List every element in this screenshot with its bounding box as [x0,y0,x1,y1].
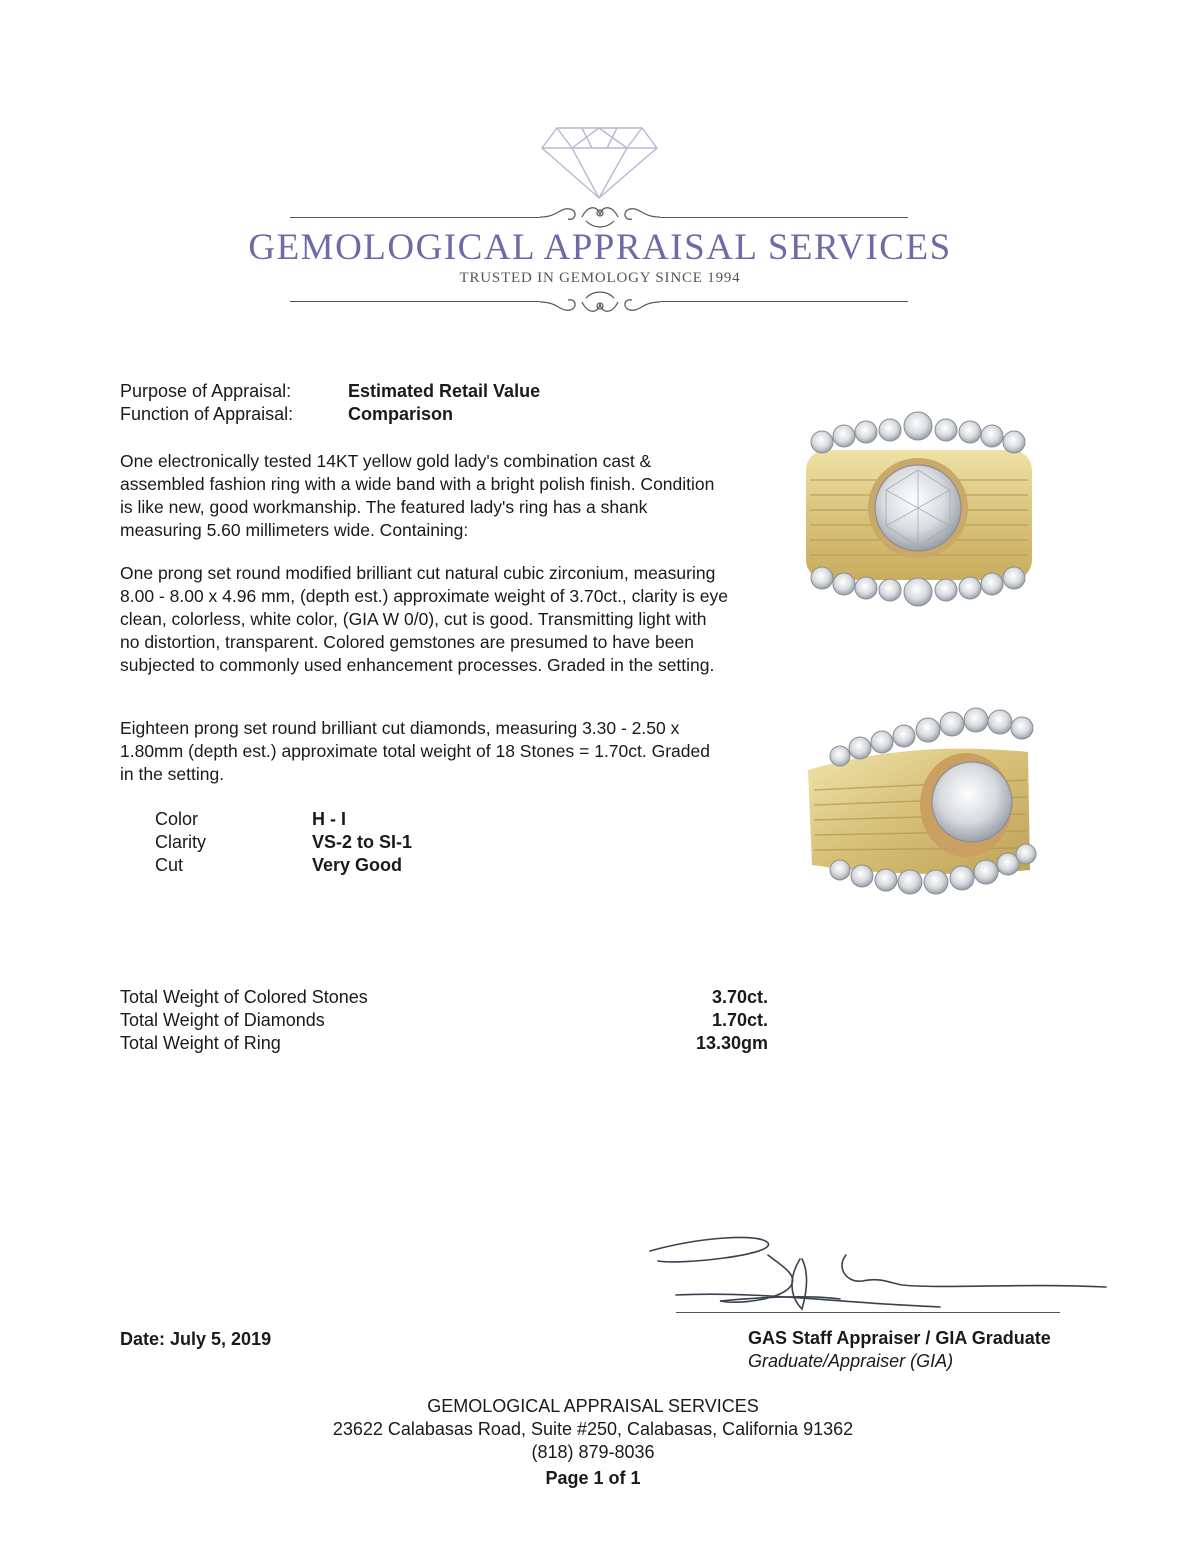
grading-row [155,808,412,831]
date-text: Date: July 5, 2019 [120,1329,272,1349]
totals-table [120,986,768,1055]
grading-table [155,808,412,877]
grading-value: VS-2 to SI-1 [312,832,413,852]
function-value: Comparison [348,404,454,424]
grading-row [155,831,412,854]
grading-value: Very Good [312,855,403,875]
totals-label: Total Weight of Colored Stones [120,987,368,1007]
signature-line [676,1312,1060,1313]
flourish-bottom-icon [538,288,662,316]
totals-row [120,986,768,1009]
grading-label: Cut [155,855,184,875]
appraiser-title: GAS Staff Appraiser / GIA Graduate [748,1328,1051,1348]
grading-row [155,854,412,877]
purpose-label: Purpose of Appraisal: [120,381,292,401]
grading-label: Clarity [155,832,207,852]
totals-value: 1.70ct. [711,1010,768,1030]
totals-value: 13.30gm [695,1033,768,1053]
totals-label: Total Weight of Ring [120,1033,281,1053]
appraiser-subtitle: Graduate/Appraiser (GIA) [748,1351,954,1371]
footer-phone: (818) 879-8036 [531,1442,655,1462]
totals-label: Total Weight of Diamonds [120,1010,325,1030]
footer-company: GEMOLOGICAL APPRAISAL SERVICES [427,1396,759,1416]
grading-value: H - I [312,809,346,829]
description-paragraph-2: One prong set round modified brilliant cut natural cubic zirconium, measuring 8.00 - 8.00 x 4.96 mm, (depth est.) approximate weight of 3.70ct., clarity is eye clean, colorless, white color, (GIA W 0/0), cut is good. Transmitting light with no distortion, transparent. Colored gemstones are presumed to have been subjected to commonly used enhancement processes. Graded in the setting. [120,563,728,675]
signature-image [640,1225,1110,1320]
totals-row [120,1032,768,1055]
header-rule-bottom-right [660,301,908,302]
header-rule-left [290,217,540,218]
totals-row [120,1009,768,1032]
company-name-heading: GEMOLOGICAL APPRAISAL SERVICES [248,227,952,268]
diamond-logo-icon [537,120,662,200]
header-rule-bottom-left [290,301,540,302]
totals-value: 3.70ct. [711,987,768,1007]
function-label: Function of Appraisal: [120,404,294,424]
page-number: Page 1 of 1 [545,1468,641,1488]
description-paragraph-1: One electronically tested 14KT yellow gold lady's combination cast & assembled fashion ring with a wide band with a bright polish finish. Condition is like new, good workmanship. The featured lady's ring has a shank measuring 5.60 millimeters wide. Containing: [120,451,715,540]
description-paragraph-3: Eighteen prong set round brilliant cut diamonds, measuring 3.30 - 2.50 x 1.80mm (depth est.) approximate total weight of 18 Stones = 1.70ct. Graded in the setting. [120,718,710,784]
ring-photo-side [800,700,1038,910]
purpose-value: Estimated Retail Value [348,381,541,401]
tagline: TRUSTED IN GEMOLOGY SINCE 1994 [459,270,741,286]
ring-photo-front [800,410,1038,618]
footer-address: 23622 Calabasas Road, Suite #250, Calabasas, California 91362 [332,1419,854,1439]
grading-label: Color [155,809,199,829]
header-rule-right [660,217,908,218]
